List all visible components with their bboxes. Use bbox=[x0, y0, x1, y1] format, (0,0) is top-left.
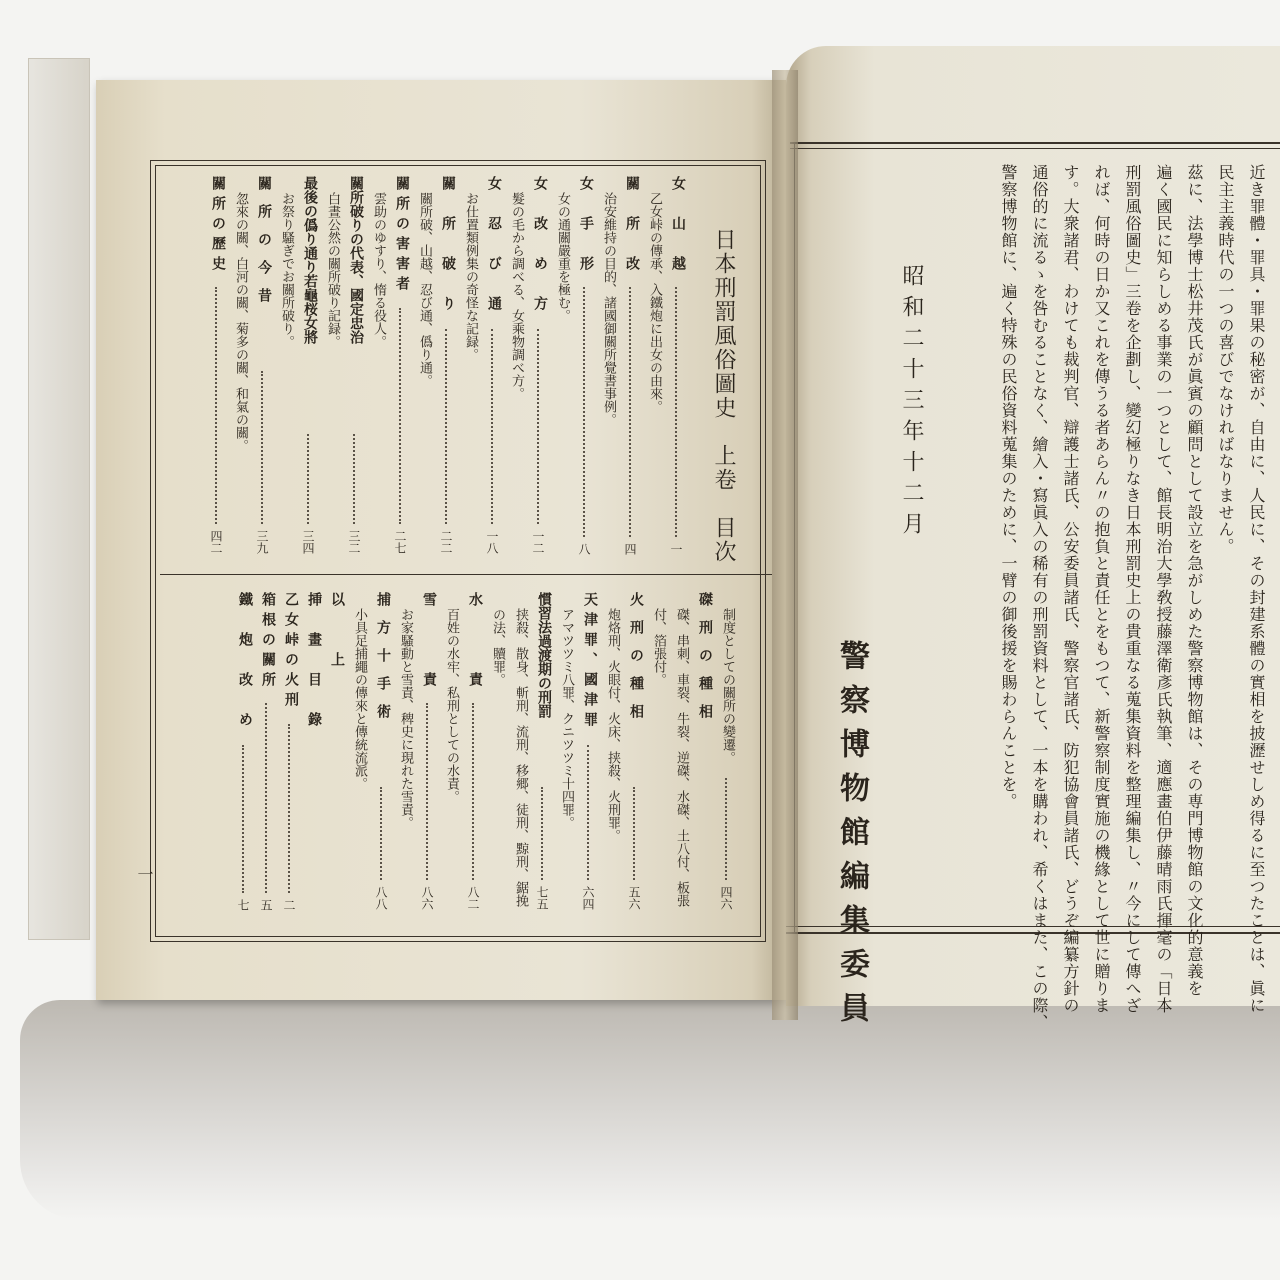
toc-entry-desc: 付、箔張付。 bbox=[651, 608, 666, 686]
toc-leader-dots bbox=[491, 329, 493, 524]
preface-line: 通俗的に流るゝを咎むることなく、繪入・寫眞入の稀有の刑罰資料として、一本を購われ、希くはまた、この際、 bbox=[1030, 164, 1049, 1031]
toc-leader-dots bbox=[242, 745, 244, 893]
toc-entry-title: 乙女峠の火刑 bbox=[283, 592, 299, 712]
toc-leader-dots bbox=[426, 703, 428, 880]
toc-entry-title: 火 刑 の 種 相 bbox=[628, 592, 644, 718]
toc-entry-title: 關 所 の 今 昔 bbox=[256, 176, 272, 302]
preface-date: 昭和二十三年十二月 bbox=[899, 264, 924, 543]
toc-leader-dots bbox=[215, 287, 217, 524]
back-cover-edge bbox=[28, 58, 90, 940]
toc-entry-desc: 乙女峠の傳承、入鐵炮に出女の由來。 bbox=[647, 192, 662, 413]
toc-page-number: 三四 bbox=[301, 530, 315, 554]
toc-page-number: 四六 bbox=[719, 886, 733, 910]
preface-line: 民主主義時代の一つの喜びでなければなりません。 bbox=[1216, 164, 1235, 555]
toc-entry-title: 關 所 破 り bbox=[440, 176, 456, 316]
toc-entry-title: 捕 方 十 手 術 bbox=[375, 592, 391, 718]
toc-title: 日本刑罰風俗圖史 上卷 目次 bbox=[711, 228, 736, 564]
toc-entry-desc: 忽來の關、白河の關、菊多の關、和氣の關。 bbox=[233, 192, 248, 452]
toc-leader-dots bbox=[399, 308, 401, 524]
toc-entry-title: 以 上 bbox=[329, 592, 345, 672]
toc-entry-title: 雪 責 bbox=[421, 592, 437, 692]
toc-entry-desc: お祭り騷ぎでお關所破り。 bbox=[279, 192, 294, 348]
toc-page-number: 七五 bbox=[535, 886, 549, 910]
page-folio: 一 bbox=[135, 866, 154, 882]
toc-page-number: 一二 bbox=[531, 530, 545, 554]
toc-page-number: 八八 bbox=[374, 886, 388, 910]
right-top-rule-2 bbox=[790, 148, 1280, 149]
toc-entry-desc: 炮烙刑、火眼付、火床、挟殺、火刑罪。 bbox=[605, 608, 620, 842]
toc-leader-dots bbox=[353, 434, 355, 524]
toc-leader-dots bbox=[472, 703, 474, 880]
toc-page-number: 二七 bbox=[393, 530, 407, 554]
toc-entry-title: 關所の害害者 bbox=[394, 176, 410, 296]
toc-entry-title: 女 忍 び 通 bbox=[486, 176, 502, 316]
toc-entry-title: 女 改 め 方 bbox=[532, 176, 548, 316]
toc-divider bbox=[160, 574, 772, 575]
toc-leader-dots bbox=[288, 724, 290, 893]
toc-leader-dots bbox=[380, 787, 382, 880]
book-gutter bbox=[772, 70, 798, 1020]
toc-entry-desc: 百姓の水牢、私刑としての水責。 bbox=[444, 608, 459, 803]
toc-leader-dots bbox=[725, 778, 727, 880]
toc-page-number: 三二 bbox=[347, 530, 361, 554]
toc-page-number: 七 bbox=[236, 899, 250, 911]
toc-leader-dots bbox=[675, 287, 677, 537]
toc-entry-desc: 磔、串刺、車裂、牛裂、逆磔、水磔、土八付、板張 bbox=[674, 608, 689, 907]
toc-page-number: 五六 bbox=[627, 886, 641, 910]
toc-leader-dots bbox=[629, 287, 631, 537]
toc-entry-title: 磔 刑 の 種 相 bbox=[697, 592, 713, 718]
toc-leader-dots bbox=[265, 703, 267, 893]
toc-entry-title: 關 所 改 bbox=[624, 176, 640, 276]
toc-entry-title: 關所破りの代表、國定忠治 bbox=[348, 176, 364, 344]
toc-entry-desc: お仕置類例集の奇怪な記録。 bbox=[463, 192, 478, 361]
table-surface bbox=[20, 1000, 1280, 1220]
toc-page-number: 三九 bbox=[255, 530, 269, 554]
toc-page-number: 六四 bbox=[581, 886, 595, 910]
toc-entry-desc: 挟殺、散身、斬刑、流刑、移郷、徒刑、黥刑、鋸挽 bbox=[513, 608, 528, 907]
toc-leader-dots bbox=[307, 434, 309, 524]
toc-entry-desc: 制度としての關所の變遷。 bbox=[720, 608, 735, 764]
toc-entry-desc: 女の通關嚴重を極む。 bbox=[555, 192, 570, 322]
toc-entry-title: 鐵 炮 改 め bbox=[237, 592, 253, 732]
toc-entry-desc: 髮の毛から調べる、女乘物調べ方。 bbox=[509, 192, 524, 400]
toc-leader-dots bbox=[587, 745, 589, 880]
toc-entry-desc: 治安維持の目的、諸國御關所覺書事例。 bbox=[601, 192, 616, 426]
preface-line: れば、何時の日か又これを傳うる者あらん〃の抱負と責任とをもつて、新警察制度實施の機緣として世に贈りま bbox=[1092, 164, 1111, 1014]
right-top-rule bbox=[790, 142, 1280, 144]
toc-leader-dots bbox=[633, 787, 635, 880]
toc-leader-dots bbox=[261, 371, 263, 524]
toc-page-number: 一 bbox=[669, 543, 683, 555]
toc-leader-dots bbox=[541, 787, 543, 880]
preface-line: 茲に、法學博士松井茂氏が眞賓の顧問として設立を急がしめた警察博物館は、その専門博物館の文化的意義を bbox=[1185, 164, 1204, 997]
toc-entry-title: 水 責 bbox=[467, 592, 483, 692]
toc-entry-title: 最後の僞り通り若龜桜女將 bbox=[302, 176, 318, 344]
toc-entry-desc: アマツツミ八罪、クニツツミ十四罪。 bbox=[559, 608, 574, 829]
preface-line: 近き罪體・罪具・罪果の秘密が、自由に、人民に、その封建系體の實相を披瀝せしめ得るに至つたことは、眞に bbox=[1247, 164, 1266, 1014]
toc-page-number: 二二 bbox=[439, 530, 453, 554]
toc-page-number: 四二 bbox=[209, 530, 223, 554]
preface-signature: 警察博物館編集委員 bbox=[834, 640, 869, 1036]
preface-line: す。大衆諸君、わけても裁判官、辯護士諸氏、公安委員諸氏、警察官諸氏、防犯協會員諸氏、どうぞ編纂方針の bbox=[1061, 164, 1080, 1014]
toc-page-number: 一八 bbox=[485, 530, 499, 554]
toc-entry-title: 挿 畫 目 錄 bbox=[306, 592, 322, 732]
toc-entry-desc: 白晝公然の關所破り記録。 bbox=[325, 192, 340, 348]
preface-line: 警察博物館に、遍く特殊の民俗資料蒐集のために、一臂の御後援を賜わらんことを。 bbox=[999, 164, 1018, 810]
toc-entry-desc: 小具足捕繩の傳來と傳統流派。 bbox=[352, 608, 367, 790]
toc-entry-title: 女 山 越 bbox=[670, 176, 686, 276]
toc-page-number: 八二 bbox=[466, 886, 480, 910]
toc-entry-desc: お家騷動と雪責、稗史に現れた雪責。 bbox=[398, 608, 413, 829]
toc-entry-title: 天津罪、國津罪 bbox=[582, 592, 598, 732]
toc-entry-title: 慣習法過渡期の刑罰 bbox=[536, 592, 552, 718]
toc-page-number: 五 bbox=[259, 899, 273, 911]
toc-page-number: 八 bbox=[577, 543, 591, 555]
preface-line: 遍く國民に知らしめる事業の一つとして、館長明治大學敎授藤澤衛彥氏執筆、適應畫伯伊藤晴雨氏揮毫の「日本 bbox=[1154, 164, 1173, 1014]
toc-entry-title: 關所の歷史 bbox=[210, 176, 226, 276]
toc-entry-desc: 關所破、山越、忍び通、僞り通。 bbox=[417, 192, 432, 387]
toc-entry-desc: 雲助のゆすり、惰る役人。 bbox=[371, 192, 386, 348]
toc-leader-dots bbox=[537, 329, 539, 524]
toc-page-number: 二 bbox=[282, 899, 296, 911]
toc-entry-desc: の法、贖罪。 bbox=[490, 608, 505, 686]
preface-line: 刑罰風俗圖史」三卷を企劃し、變幻極りなき日本刑罰史上の貴重なる蒐集資料を整理編集し、〃今にして傳へざ bbox=[1123, 164, 1142, 1014]
toc-entry-title: 箱根の關所 bbox=[260, 592, 276, 692]
toc-page-number: 四 bbox=[623, 543, 637, 555]
toc-leader-dots bbox=[445, 329, 447, 524]
toc-entry-title: 女 手 形 bbox=[578, 176, 594, 276]
toc-page-number: 八六 bbox=[420, 886, 434, 910]
toc-leader-dots bbox=[583, 287, 585, 537]
